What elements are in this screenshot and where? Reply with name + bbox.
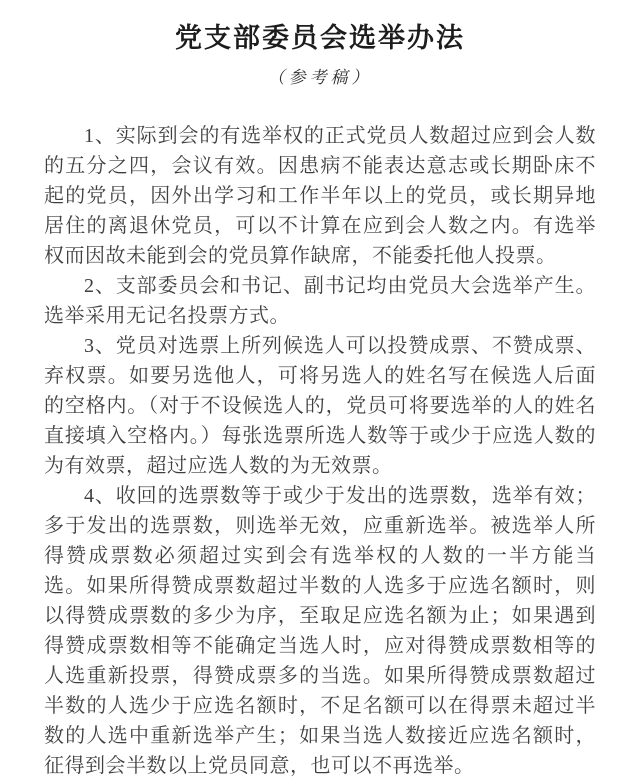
paragraph-4: 4、收回的选票数等于或少于发出的选票数，选举有效；多于发出的选票数，则选举无效，应重新选举。被选举人所得赞成票数必须超过实到会有选举权的人数的一半方能当选。如果所得赞成票数超过半数的人选多于应选名额时，则以得赞成票数的多少为序，至取足应选名额为止；如果遇到得赞成票数相等不能确定当选人时，应对得赞成票数相等的人选重新投票，得赞成票多的当选。如果所得赞成票数超过半数的人选少于应选名额时，不足名额可以在得票未超过半数的人选中重新选举产生；如果当选人数接近应选名额时，征得到会半数以上党员同意，也可以不再选举。 [44,485,596,777]
paragraph-3: 3、党员对选票上所列候选人可以投赞成票、不赞成票、弃权票。如要另选他人，可将另选人的姓名写在候选人后面的空格内。（对于不设候选人的，党员可将要选举的人的姓名直接填入空格内。）每张选票所选人数等于或少于应选人数的为有效票，超过应选人数的为无效票。 [44,335,596,477]
document-subtitle: （参考稿） [267,68,373,87]
document-body [44,121,596,781]
paragraph-1: 1、实际到会的有选举权的正式党员人数超过应到会人数的五分之四，会议有效。因患病不能表达意志或长期卧床不起的党员，因外出学习和工作半年以上的党员，或长期异地居住的离退休党员，可以不计算在应到会人数之内。有选举权而因故未能到会的党员算作缺席，不能委托他人投票。 [44,125,596,267]
document-title: 党支部委员会选举办法 [175,23,465,53]
paragraph-2: 2、支部委员会和书记、副书记均由党员大会选举产生。选举采用无记名投票方式。 [44,275,596,327]
